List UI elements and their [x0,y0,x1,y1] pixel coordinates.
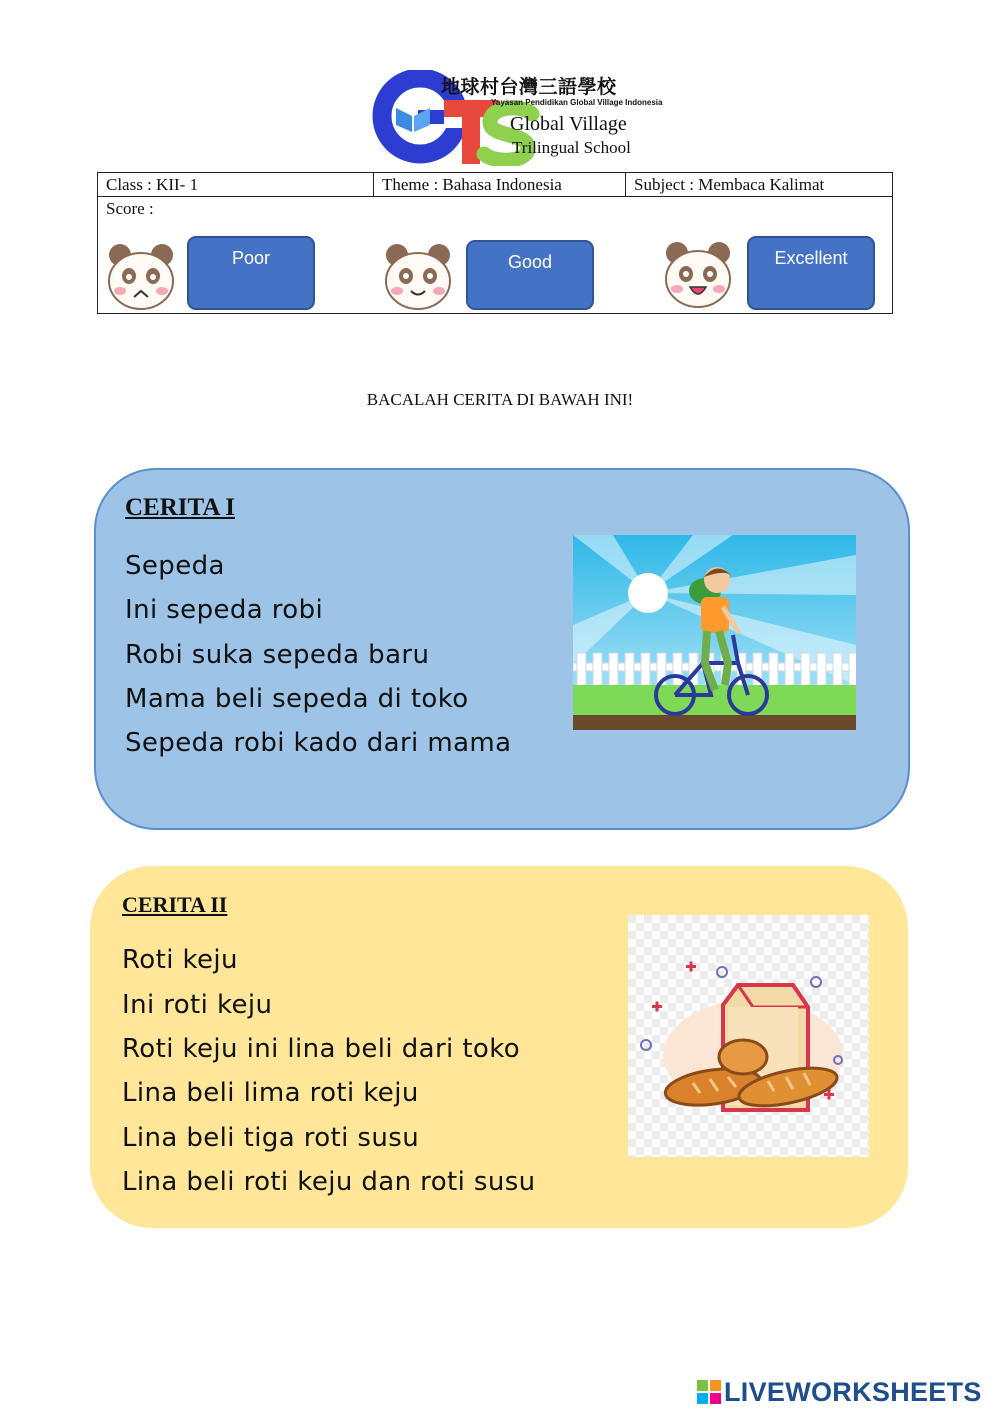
boy-riding-bicycle-illustration [573,535,856,730]
story-2-line: Lina beli lima roti keju [122,1078,419,1108]
theme-cell: Theme : Bahasa Indonesia [374,173,626,196]
story-2-title: CERITA II [122,892,228,917]
reading-instruction: BACALAH CERITA DI BAWAH INI! [366,390,634,409]
score-label: Score : [106,199,154,218]
bread-and-milk-carton-illustration [628,915,869,1157]
story-1-line: Mama beli sepeda di toko [125,684,469,714]
story-1-line: Ini sepeda robi [125,595,324,625]
story-2-line: Ini roti keju [122,990,273,1020]
story-1-line: Robi suka sepeda baru [125,640,430,670]
story-1-title: CERITA I [125,494,235,521]
story-2-line: Lina beli tiga roti susu [122,1123,420,1153]
story-2-line: Roti keju [122,945,238,975]
story-1-line: Sepeda robi kado dari mama [125,728,512,758]
sad-panda-icon [106,241,176,311]
good-button[interactable]: Good [466,240,594,310]
header-info-row [98,173,892,197]
class-cell: Class : KII- 1 [98,173,374,196]
school-chinese-name: 地球村台灣三語學校 [441,76,617,98]
header-table [97,172,893,314]
story-1-line: Sepeda [125,551,225,581]
excellent-button[interactable]: Excellent [747,236,875,310]
school-name-line2: Trilingual School [512,138,631,157]
poor-button[interactable]: Poor [187,236,315,310]
story-2-line: Roti keju ini lina beli dari toko [122,1034,521,1064]
story-2-line: Lina beli roti keju dan roti susu [122,1167,536,1197]
laughing-panda-icon [663,239,733,309]
school-foundation-name: Yayasan Pendidikan Global Village Indonesia [491,98,663,107]
liveworksheets-logo-icon [697,1380,721,1404]
subject-cell: Subject : Membaca Kalimat [634,175,825,194]
smiling-panda-icon [383,241,453,311]
liveworksheets-brand: LIVEWORKSHEETS [724,1377,982,1407]
school-name-line1: Global Village [510,113,627,135]
